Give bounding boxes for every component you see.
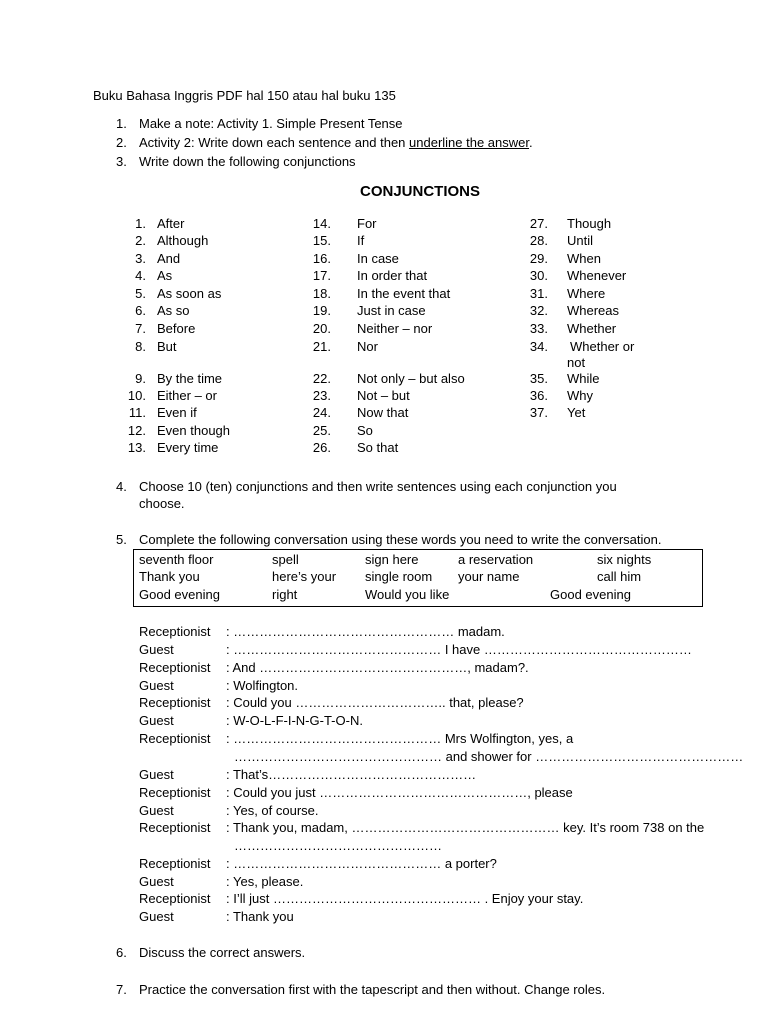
word-box-cell: single room [365, 569, 433, 584]
dialogue-line: : Wolfington. [226, 678, 299, 693]
conjunction-number: 14. [312, 216, 331, 231]
dialogue-speaker: Guest [139, 909, 174, 924]
dialogue-speaker: Guest [139, 642, 174, 657]
conjunction-word: Even though [157, 423, 231, 438]
instruction-2-pre: Activity 2: Write down each sentence and then [139, 135, 410, 150]
conjunction-word: Why [567, 388, 593, 403]
conjunction-word: If [357, 233, 365, 248]
word-box-cell: your name [458, 569, 520, 584]
item-4-number: 4. [116, 479, 127, 494]
item-6-text: Discuss the correct answers. [139, 945, 306, 960]
dialogue-speaker: Receptionist [139, 660, 211, 675]
conjunction-number: 26. [312, 440, 331, 455]
instruction-2-text [139, 135, 533, 151]
conjunction-number: 32. [529, 303, 548, 318]
instruction-2-post: . [529, 135, 533, 150]
instruction-2-number: 2. [116, 135, 127, 150]
item-4-line-1: Choose 10 (ten) conjunctions and then write sentences using each conjunction you [139, 479, 617, 494]
conjunction-number: 36. [529, 388, 548, 403]
instruction-1-number: 1. [116, 116, 127, 131]
conjunction-number: 27. [529, 216, 548, 231]
conjunction-word: Yet [567, 405, 586, 420]
conjunction-number: 12. [127, 423, 146, 438]
conjunction-number: 17. [312, 268, 331, 283]
conjunction-word: Though [567, 216, 612, 231]
word-box-cell: Good evening [139, 587, 220, 602]
conjunction-word: When [567, 251, 601, 266]
dialogue-speaker: Receptionist [139, 785, 211, 800]
word-box-cell: a reservation [458, 552, 534, 567]
dialogue-line: : Could you …………………………….. that, please? [226, 695, 524, 710]
conjunction-word: Whereas [567, 303, 620, 318]
instruction-2-underlined: underline the answer [409, 135, 530, 150]
conjunction-number: 5. [135, 286, 146, 301]
conjunction-word: Now that [357, 405, 409, 420]
conjunction-word: Whether [567, 321, 617, 336]
conjunction-number: 30. [529, 268, 548, 283]
conjunction-number: 29. [529, 251, 548, 266]
conjunction-number: 24. [312, 405, 331, 420]
conjunction-word: In case [357, 251, 399, 266]
conjunction-number: 4. [135, 268, 146, 283]
item-6-number: 6. [116, 945, 127, 960]
dialogue-line: : I’ll just ………………………………………… . Enjoy your stay. [226, 891, 584, 906]
dialogue-line: : W-O-L-F-I-N-G-T-O-N. [226, 713, 363, 728]
conjunction-word: As [157, 268, 173, 283]
item-4-line-2: choose. [139, 496, 185, 511]
item-5-text: Complete the following conversation using these words you need to write the conversation. [139, 532, 662, 547]
conjunction-number: 13. [127, 440, 146, 455]
conjunction-word: As so [157, 303, 190, 318]
conjunction-word: While [567, 371, 600, 386]
conjunction-number: 34. [529, 339, 548, 354]
conjunction-word: Every time [157, 440, 219, 455]
word-box-cell: Would you like [365, 587, 450, 602]
dialogue-speaker: Receptionist [139, 731, 211, 746]
conjunction-word: not [567, 355, 586, 370]
conjunction-word: Whenever [567, 268, 627, 283]
page-header: Buku Bahasa Inggris PDF hal 150 atau hal buku 135 [93, 88, 396, 103]
item-5-number: 5. [116, 532, 127, 547]
instruction-3-text: Write down the following conjunctions [139, 154, 356, 169]
dialogue-line: : That’s………………………………………… [226, 767, 477, 782]
dialogue-line: : Thank you, madam, ………………………………………… key. It’s room 738 on the [226, 820, 705, 835]
word-box-cell: seventh floor [139, 552, 214, 567]
dialogue-speaker: Receptionist [139, 856, 211, 871]
dialogue-speaker: Receptionist [139, 820, 211, 835]
conjunction-word: Neither – nor [357, 321, 433, 336]
conjunction-word: Until [567, 233, 594, 248]
conjunction-number: 28. [529, 233, 548, 248]
conjunction-number: 15. [312, 233, 331, 248]
conjunction-word: Not – but [357, 388, 410, 403]
word-box-cell: here’s your [272, 569, 337, 584]
conjunction-word: Although [157, 233, 209, 248]
word-box-cell: call him [597, 569, 642, 584]
word-box-cell: Good evening [550, 587, 631, 602]
conjunction-word: Just in case [357, 303, 426, 318]
dialogue-line: ………………………………………… and shower for ………………………………………… [234, 749, 744, 764]
conjunction-number: 2. [135, 233, 146, 248]
dialogue-speaker: Guest [139, 713, 174, 728]
conjunction-word: In the event that [357, 286, 451, 301]
dialogue-line: : And …………………………………………, madam?. [226, 660, 529, 675]
instruction-3-number: 3. [116, 154, 127, 169]
conjunction-word: But [157, 339, 177, 354]
conjunction-number: 16. [312, 251, 331, 266]
dialogue-line: : Could you just …………………………………………, please [226, 785, 573, 800]
dialogue-speaker: Guest [139, 874, 174, 889]
dialogue-speaker: Receptionist [139, 695, 211, 710]
conjunction-word: As soon as [157, 286, 222, 301]
conjunction-number: 11. [128, 405, 146, 420]
conjunction-word: Even if [157, 405, 197, 420]
conjunction-number: 23. [312, 388, 331, 403]
conjunction-word: For [357, 216, 377, 231]
dialogue-line: ………………………………………… [234, 838, 442, 853]
conjunction-word: Before [157, 321, 196, 336]
word-box-cell: spell [272, 552, 299, 567]
dialogue-line: : Thank you [226, 909, 294, 924]
dialogue-speaker: Guest [139, 803, 174, 818]
conjunction-word: So [357, 423, 373, 438]
conjunction-number: 35. [529, 371, 548, 386]
word-box [133, 549, 703, 607]
dialogue-speaker: Guest [139, 678, 174, 693]
conjunction-number: 33. [529, 321, 548, 336]
conjunction-number: 19. [312, 303, 331, 318]
conjunction-number: 31. [529, 286, 548, 301]
conjunction-number: 8. [135, 339, 146, 354]
conjunction-word: Not only – but also [357, 371, 465, 386]
conjunction-number: 18. [312, 286, 331, 301]
conjunction-number: 37. [529, 405, 548, 420]
conjunction-number: 21. [312, 339, 331, 354]
word-box-cell: right [272, 587, 298, 602]
conjunction-word: Where [567, 286, 606, 301]
dialogue-line: : …………………………………………… madam. [226, 624, 505, 639]
conjunction-word: After [157, 216, 185, 231]
conjunction-number: 10. [127, 388, 146, 403]
conjunction-number: 20. [312, 321, 331, 336]
conjunction-number: 25. [312, 423, 331, 438]
conjunction-word: Either – or [157, 388, 217, 403]
conjunction-number: 6. [135, 303, 146, 318]
dialogue-line: : Yes, please. [226, 874, 304, 889]
word-box-cell: sign here [365, 552, 419, 567]
conjunction-word: By the time [157, 371, 223, 386]
conjunction-word: So that [357, 440, 399, 455]
dialogue-speaker: Receptionist [139, 891, 211, 906]
conjunction-number: 9. [135, 371, 146, 386]
dialogue-line: : ………………………………………… a porter? [226, 856, 497, 871]
dialogue-speaker: Guest [139, 767, 174, 782]
word-box-cell: six nights [597, 552, 652, 567]
conjunctions-title: CONJUNCTIONS [360, 183, 481, 200]
dialogue-line: : ………………………………………… Mrs Wolfington, yes, a [226, 731, 574, 746]
item-7-number: 7. [116, 982, 127, 997]
item-7-text: Practice the conversation first with the tapescript and then without. Change roles. [139, 982, 606, 997]
conjunction-word: Nor [357, 339, 378, 354]
conjunction-word: And [157, 251, 181, 266]
conjunction-number: 7. [135, 321, 146, 336]
conjunction-number: 22. [312, 371, 331, 386]
conjunction-number: 3. [135, 251, 146, 266]
dialogue-line: : ………………………………………… I have ………………………………………… [226, 642, 692, 657]
conjunction-word: Whether or [570, 339, 635, 354]
conjunction-word: In order that [357, 268, 428, 283]
word-box-cell: Thank you [139, 569, 200, 584]
dialogue-speaker: Receptionist [139, 624, 211, 639]
dialogue-line: : Yes, of course. [226, 803, 319, 818]
instruction-1-text: Make a note: Activity 1. Simple Present Tense [139, 116, 403, 131]
conjunction-number: 1. [135, 216, 146, 231]
